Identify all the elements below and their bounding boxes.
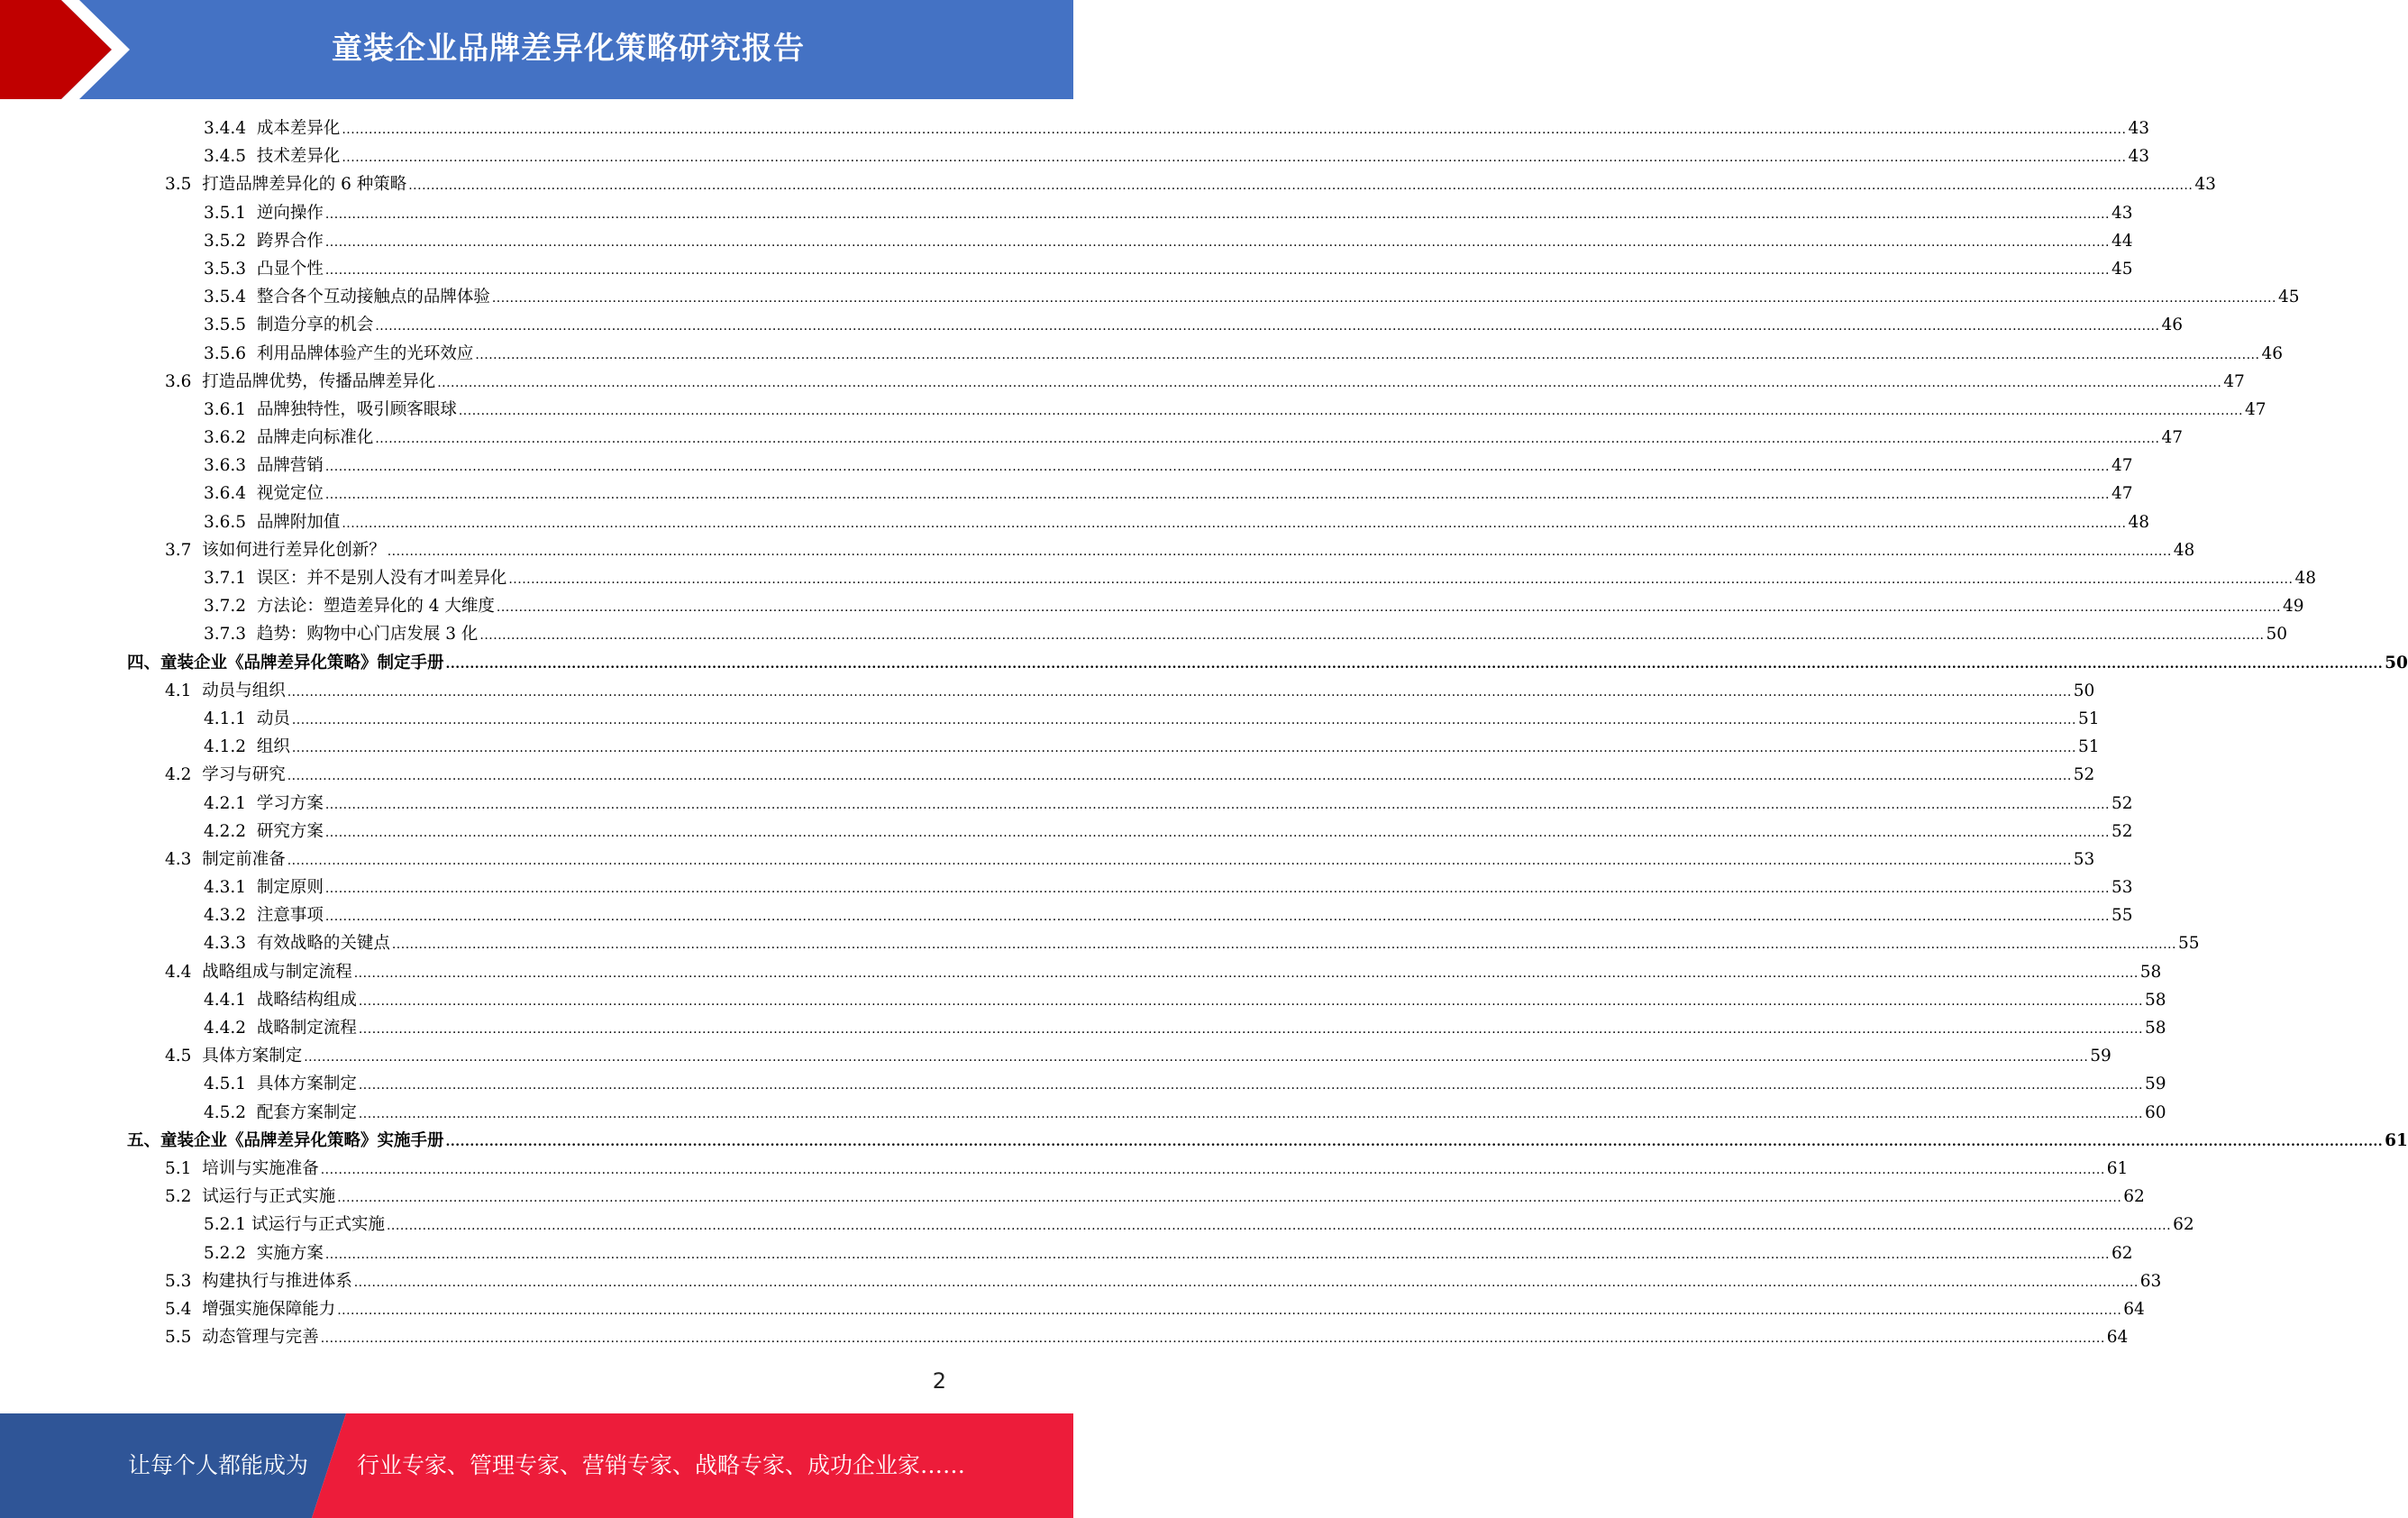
- toc-entry-title: 技术差异化: [256, 147, 341, 167]
- toc-entry-title: 逆向操作: [256, 203, 324, 223]
- toc-entry-page: 46: [2161, 315, 2183, 335]
- toc-entry[interactable]: [0, 283, 2300, 311]
- toc-entry-title: 动员: [256, 709, 290, 728]
- toc-entry-number: 3.6.1: [204, 399, 247, 419]
- toc-dot-leader: ................................................................................................................................................................................................................................................................................................................................................................................................................: [291, 741, 2076, 756]
- toc-entry[interactable]: [0, 1127, 2408, 1155]
- toc-entry[interactable]: [0, 901, 2133, 929]
- toc-entry-number: 3.5.2: [204, 231, 247, 251]
- toc-dot-leader: ................................................................................................................................................................................................................................................................................................................................................................................................................: [287, 769, 2072, 784]
- toc-entry-number: 3.7.3: [204, 625, 247, 645]
- toc-entry[interactable]: [0, 986, 2166, 1014]
- toc-entry-title: 配套方案制定: [256, 1102, 357, 1122]
- toc-dot-leader: ................................................................................................................................................................................................................................................................................................................................................................................................................: [375, 319, 2160, 334]
- toc-entry-title: 制定原则: [256, 878, 324, 898]
- toc-entry-number: 4.4.1: [204, 990, 247, 1010]
- toc-dot-leader: ................................................................................................................................................................................................................................................................................................................................................................................................................: [358, 1106, 2143, 1121]
- toc-entry-title: 打造品牌优势，传播品牌差异化: [202, 371, 436, 391]
- toc-dot-leader: ................................................................................................................................................................................................................................................................................................................................................................................................................: [337, 1303, 2122, 1318]
- toc-entry-page: 55: [2111, 906, 2133, 926]
- toc-dot-leader: ................................................................................................................................................................................................................................................................................................................................................................................................................: [358, 993, 2143, 1009]
- toc-entry-number: 3.4.4: [204, 119, 247, 138]
- toc-dot-leader: ................................................................................................................................................................................................................................................................................................................................................................................................................: [287, 853, 2072, 868]
- toc-entry[interactable]: [0, 1267, 2162, 1295]
- toc-dot-leader: ................................................................................................................................................................................................................................................................................................................................................................................................................: [437, 375, 2222, 390]
- toc-dot-leader: ................................................................................................................................................................................................................................................................................................................................................................................................................: [387, 544, 2172, 559]
- toc-entry-title: 具体方案制定: [202, 1047, 303, 1066]
- toc-entry[interactable]: [0, 142, 2149, 170]
- toc-entry-page: 51: [2077, 709, 2100, 728]
- toc-entry-title: 成本差异化: [256, 119, 341, 138]
- toc-entry-title: 品牌营销: [256, 456, 324, 476]
- toc-entry-page: 58: [2139, 962, 2162, 982]
- toc-dot-leader: ................................................................................................................................................................................................................................................................................................................................................................................................................: [386, 1219, 2172, 1234]
- toc-entry[interactable]: [0, 1014, 2166, 1042]
- toc-entry-number: 5.2.1: [204, 1215, 247, 1235]
- toc-entry-page: 64: [2123, 1299, 2145, 1319]
- toc-dot-leader: ................................................................................................................................................................................................................................................................................................................................................................................................................: [491, 291, 2276, 306]
- toc-dot-leader: ................................................................................................................................................................................................................................................................................................................................................................................................................: [353, 965, 2139, 981]
- toc-dot-leader: ................................................................................................................................................................................................................................................................................................................................................................................................................: [342, 516, 2127, 531]
- toc-entry-page: 47: [2111, 456, 2133, 476]
- toc-entry-page: 55: [2177, 934, 2200, 954]
- toc-entry[interactable]: [0, 1099, 2166, 1127]
- toc-dot-leader: ................................................................................................................................................................................................................................................................................................................................................................................................................: [479, 628, 2265, 644]
- toc-entry-page: 48: [2294, 569, 2316, 588]
- toc-entry-title: 动态管理与完善: [202, 1328, 319, 1348]
- toc-entry-page: 59: [2090, 1047, 2112, 1066]
- toc-dot-leader: ................................................................................................................................................................................................................................................................................................................................................................................................................: [291, 712, 2076, 727]
- toc-entry-title: 战略结构组成: [256, 990, 357, 1010]
- toc-entry-page: 48: [2128, 512, 2149, 532]
- toc-entry-number: 3.6.4: [204, 484, 247, 504]
- toc-entry-number: 4.3.3: [204, 934, 247, 954]
- toc-entry-title: 构建执行与推进体系: [202, 1271, 352, 1291]
- toc-entry-title: 品牌独特性，吸引顾客眼球: [256, 399, 457, 419]
- toc-entry[interactable]: [0, 480, 2133, 508]
- toc-entry-page: 53: [2073, 849, 2095, 869]
- toc-entry-title: 利用品牌体验产生的光环效应: [256, 343, 474, 363]
- toc-entry-page: 50: [2073, 681, 2095, 700]
- toc-dot-leader: ................................................................................................................................................................................................................................................................................................................................................................................................................: [324, 460, 2110, 475]
- toc-entry[interactable]: [0, 536, 2195, 564]
- toc-entry-number: 3.7.2: [204, 597, 247, 617]
- toc-entry-number: 5.2: [165, 1187, 192, 1207]
- toc-entry[interactable]: [0, 114, 2149, 142]
- toc-dot-leader: ................................................................................................................................................................................................................................................................................................................................................................................................................: [475, 347, 2260, 362]
- toc-entry-number: 4.4: [165, 962, 192, 982]
- toc-entry-page: 52: [2073, 765, 2095, 785]
- toc-entry-page: 61: [2106, 1158, 2129, 1178]
- toc-entry-page: 61: [2385, 1130, 2408, 1150]
- toc-entry-page: 47: [2244, 399, 2267, 419]
- toc-dot-leader: ................................................................................................................................................................................................................................................................................................................................................................................................................: [337, 1191, 2122, 1206]
- toc-entry-page: 47: [2111, 484, 2133, 504]
- toc-entry-page: 46: [2261, 343, 2283, 363]
- toc-entry[interactable]: [0, 1295, 2145, 1323]
- toc-entry[interactable]: [0, 227, 2133, 255]
- toc-entry[interactable]: [0, 1183, 2145, 1211]
- toc-dot-leader: ................................................................................................................................................................................................................................................................................................................................................................................................................: [324, 488, 2110, 503]
- toc-entry-number: 5.2.2: [204, 1243, 247, 1263]
- toc-dot-leader: ................................................................................................................................................................................................................................................................................................................................................................................................................: [324, 910, 2110, 925]
- toc-entry-number: 4.2: [165, 765, 192, 785]
- toc-entry-number: 4.1.1: [204, 709, 247, 728]
- toc-entry[interactable]: [0, 1155, 2129, 1183]
- toc-entry-number: 4.3.1: [204, 878, 247, 898]
- toc-entry-number: 5.4: [165, 1299, 192, 1319]
- toc-dot-leader: ................................................................................................................................................................................................................................................................................................................................................................................................................: [445, 656, 2384, 672]
- toc-entry[interactable]: [0, 340, 2283, 368]
- toc-dot-leader: ................................................................................................................................................................................................................................................................................................................................................................................................................: [391, 937, 2176, 953]
- toc-entry-page: 43: [2128, 147, 2149, 167]
- toc-entry[interactable]: [0, 311, 2183, 339]
- toc-entry-page: 51: [2077, 737, 2100, 757]
- toc-entry-title: 试运行与正式实施: [251, 1215, 385, 1235]
- page-number: 2: [932, 1368, 946, 1394]
- toc-entry-title: 组织: [256, 737, 290, 757]
- toc-entry[interactable]: [0, 508, 2149, 536]
- toc-dot-leader: ................................................................................................................................................................................................................................................................................................................................................................................................................: [496, 600, 2281, 616]
- page-footer: [0, 1413, 1073, 1518]
- toc-dot-leader: ................................................................................................................................................................................................................................................................................................................................................................................................................: [304, 1050, 2089, 1065]
- toc-entry-title: 品牌走向标准化: [256, 428, 374, 448]
- toc-entry[interactable]: [0, 592, 2304, 620]
- page-header: [0, 0, 1073, 99]
- toc-entry-title: 四、童装企业《品牌差异化策略》制定手册: [127, 653, 444, 672]
- toc-entry[interactable]: [0, 564, 2316, 592]
- footer-slogan-left: 让每个人都能成为: [128, 1452, 309, 1478]
- toc-entry-number: 4.2.2: [204, 821, 247, 841]
- toc-entry-title: 学习与研究: [202, 765, 286, 785]
- toc-entry-title: 研究方案: [256, 821, 324, 841]
- toc-entry-title: 该如何进行差异化创新？: [202, 540, 386, 560]
- toc-entry-title: 跨界合作: [256, 231, 324, 251]
- toc-entry-number: 4.3.2: [204, 906, 247, 926]
- toc-entry-number: 5.3: [165, 1271, 192, 1291]
- toc-entry-page: 63: [2139, 1271, 2162, 1291]
- toc-entry-page: 58: [2144, 1019, 2166, 1038]
- toc-entry-page: 50: [2266, 625, 2288, 645]
- toc-entry-title: 注意事项: [256, 906, 324, 926]
- toc-entry-page: 59: [2144, 1074, 2166, 1094]
- toc-entry-page: 62: [2173, 1215, 2194, 1235]
- toc-entry-number: 3.6.5: [204, 512, 247, 532]
- toc-entry[interactable]: [0, 452, 2133, 480]
- toc-entry-number: 3.6.2: [204, 428, 247, 448]
- toc-dot-leader: ................................................................................................................................................................................................................................................................................................................................................................................................................: [445, 1134, 2384, 1149]
- toc-entry-page: 52: [2111, 793, 2133, 813]
- toc-entry-number: 4.4.2: [204, 1019, 247, 1038]
- toc-entry[interactable]: [0, 929, 2200, 957]
- toc-entry-page: 43: [2111, 203, 2133, 223]
- toc-entry[interactable]: [0, 620, 2288, 648]
- toc-dot-leader: ................................................................................................................................................................................................................................................................................................................................................................................................................: [342, 151, 2127, 166]
- toc-entry-title: 品牌附加值: [256, 512, 341, 532]
- toc-entry[interactable]: [0, 649, 2408, 677]
- toc-dot-leader: ................................................................................................................................................................................................................................................................................................................................................................................................................: [324, 262, 2110, 278]
- toc-entry-number: 4.3: [165, 849, 192, 869]
- toc-dot-leader: ................................................................................................................................................................................................................................................................................................................................................................................................................: [324, 206, 2110, 222]
- toc-entry[interactable]: [0, 873, 2133, 901]
- toc-entry[interactable]: [0, 1211, 2194, 1239]
- toc-entry[interactable]: [0, 368, 2245, 396]
- toc-entry-number: 4.1.2: [204, 737, 247, 757]
- toc-entry-page: 50: [2385, 653, 2408, 672]
- toc-entry-title: 有效战略的关键点: [256, 934, 390, 954]
- toc-entry-title: 培训与实施准备: [202, 1158, 319, 1178]
- toc-dot-leader: ................................................................................................................................................................................................................................................................................................................................................................................................................: [408, 178, 2194, 194]
- toc-entry-page: 47: [2223, 371, 2245, 391]
- toc-entry-number: 3.4.5: [204, 147, 247, 167]
- toc-entry-number: 3.5: [165, 175, 192, 195]
- toc-dot-leader: ................................................................................................................................................................................................................................................................................................................................................................................................................: [342, 123, 2127, 137]
- toc-entry-title: 增强实施保障能力: [202, 1299, 336, 1319]
- toc-dot-leader: ................................................................................................................................................................................................................................................................................................................................................................................................................: [375, 432, 2160, 447]
- toc-entry[interactable]: [0, 846, 2095, 873]
- toc-entry-page: 43: [2194, 175, 2216, 195]
- toc-dot-leader: ................................................................................................................................................................................................................................................................................................................................................................................................................: [358, 1022, 2143, 1037]
- toc-entry[interactable]: [0, 818, 2133, 846]
- toc-entry[interactable]: [0, 424, 2183, 452]
- toc-entry-number: 3.5.1: [204, 203, 247, 223]
- toc-dot-leader: ................................................................................................................................................................................................................................................................................................................................................................................................................: [287, 684, 2072, 700]
- toc-entry-page: 52: [2111, 821, 2133, 841]
- toc-entry-title: 具体方案制定: [256, 1074, 357, 1094]
- toc-entry-title: 整合各个互动接触点的品牌体验: [256, 288, 490, 307]
- toc-entry[interactable]: [0, 1323, 2129, 1351]
- toc-entry-title: 战略组成与制定流程: [202, 962, 352, 982]
- toc-entry[interactable]: [0, 733, 2100, 761]
- toc-dot-leader: ................................................................................................................................................................................................................................................................................................................................................................................................................: [324, 1247, 2110, 1262]
- toc-entry-title: 五、童装企业《品牌差异化策略》实施手册: [127, 1130, 444, 1150]
- toc-entry-page: 53: [2111, 878, 2133, 898]
- toc-entry-page: 62: [2111, 1243, 2133, 1263]
- toc-entry-number: 3.5.6: [204, 343, 247, 363]
- toc-entry-title: 制造分享的机会: [256, 315, 374, 335]
- toc-entry-number: 3.7: [165, 540, 192, 560]
- toc-entry-title: 凸显个性: [256, 259, 324, 279]
- toc-entry-number: 4.5: [165, 1047, 192, 1066]
- toc-dot-leader: ................................................................................................................................................................................................................................................................................................................................................................................................................: [324, 882, 2110, 897]
- toc-entry[interactable]: [0, 255, 2133, 283]
- toc-entry[interactable]: [0, 958, 2162, 986]
- toc-entry-title: 方法论：塑造差异化的 4 大维度: [256, 597, 495, 617]
- toc-entry-title: 战略制定流程: [256, 1019, 357, 1038]
- toc-entry-number: 3.5.5: [204, 315, 247, 335]
- header-arrow-graphic: [0, 0, 144, 99]
- toc-entry[interactable]: [0, 199, 2133, 227]
- toc-entry-page: 43: [2128, 119, 2149, 138]
- toc-entry-number: 4.2.1: [204, 793, 247, 813]
- toc-entry-number: 4.5.1: [204, 1074, 247, 1094]
- toc-dot-leader: ................................................................................................................................................................................................................................................................................................................................................................................................................: [353, 1275, 2139, 1290]
- toc-entry-number: 3.6: [165, 371, 192, 391]
- toc-entry-page: 60: [2144, 1102, 2166, 1122]
- toc-entry-page: 48: [2173, 540, 2195, 560]
- toc-entry-number: 4.5.2: [204, 1102, 247, 1122]
- toc-entry[interactable]: [0, 170, 2216, 198]
- toc-entry-title: 学习方案: [256, 793, 324, 813]
- table-of-contents: [0, 114, 2408, 1351]
- toc-entry-page: 47: [2161, 428, 2183, 448]
- toc-entry-number: 3.7.1: [204, 569, 247, 588]
- toc-entry[interactable]: [0, 790, 2133, 818]
- toc-entry-page: 64: [2106, 1328, 2129, 1348]
- toc-dot-leader: ................................................................................................................................................................................................................................................................................................................................................................................................................: [320, 1331, 2105, 1347]
- toc-entry-page: 45: [2111, 259, 2133, 279]
- toc-entry[interactable]: [0, 761, 2095, 789]
- toc-entry[interactable]: [0, 1070, 2166, 1098]
- toc-dot-leader: ................................................................................................................................................................................................................................................................................................................................................................................................................: [324, 797, 2110, 812]
- toc-dot-leader: ................................................................................................................................................................................................................................................................................................................................................................................................................: [320, 1162, 2105, 1177]
- toc-entry-page: 49: [2282, 597, 2304, 617]
- toc-entry-title: 视觉定位: [256, 484, 324, 504]
- toc-entry-number: 5.5: [165, 1328, 192, 1348]
- toc-entry-title: 动员与组织: [202, 681, 286, 700]
- toc-entry-number: 3.5.3: [204, 259, 247, 279]
- toc-entry[interactable]: [0, 396, 2267, 424]
- toc-entry-title: 打造品牌差异化的 6 种策略: [202, 175, 407, 195]
- toc-entry-number: 3.5.4: [204, 288, 247, 307]
- report-title: 童装企业品牌差异化策略研究报告: [332, 31, 805, 67]
- toc-entry-title: 试运行与正式实施: [202, 1187, 336, 1207]
- toc-entry-title: 实施方案: [256, 1243, 324, 1263]
- toc-entry[interactable]: [0, 705, 2100, 733]
- toc-entry-page: 44: [2111, 231, 2133, 251]
- footer-slogan-right: 行业专家、管理专家、营销专家、战略专家、成功企业家……: [357, 1452, 966, 1478]
- toc-entry-number: 4.1: [165, 681, 192, 700]
- toc-entry[interactable]: [0, 1042, 2112, 1070]
- toc-entry-title: 误区：并不是别人没有才叫差异化: [256, 569, 507, 588]
- toc-dot-leader: ................................................................................................................................................................................................................................................................................................................................................................................................................: [324, 825, 2110, 840]
- toc-entry[interactable]: [0, 1239, 2133, 1267]
- toc-entry-title: 趋势：购物中心门店发展 3 化: [256, 625, 479, 645]
- toc-entry-page: 58: [2144, 990, 2166, 1010]
- toc-entry-title: 制定前准备: [202, 849, 286, 869]
- toc-entry-number: 5.1: [165, 1158, 192, 1178]
- toc-dot-leader: ................................................................................................................................................................................................................................................................................................................................................................................................................: [458, 403, 2243, 418]
- toc-dot-leader: ................................................................................................................................................................................................................................................................................................................................................................................................................: [508, 572, 2294, 587]
- toc-entry-page: 45: [2277, 288, 2300, 307]
- toc-dot-leader: ................................................................................................................................................................................................................................................................................................................................................................................................................: [324, 234, 2110, 250]
- toc-entry[interactable]: [0, 677, 2095, 705]
- toc-entry-number: 3.6.3: [204, 456, 247, 476]
- toc-dot-leader: ................................................................................................................................................................................................................................................................................................................................................................................................................: [358, 1078, 2143, 1093]
- toc-entry-page: 62: [2123, 1187, 2145, 1207]
